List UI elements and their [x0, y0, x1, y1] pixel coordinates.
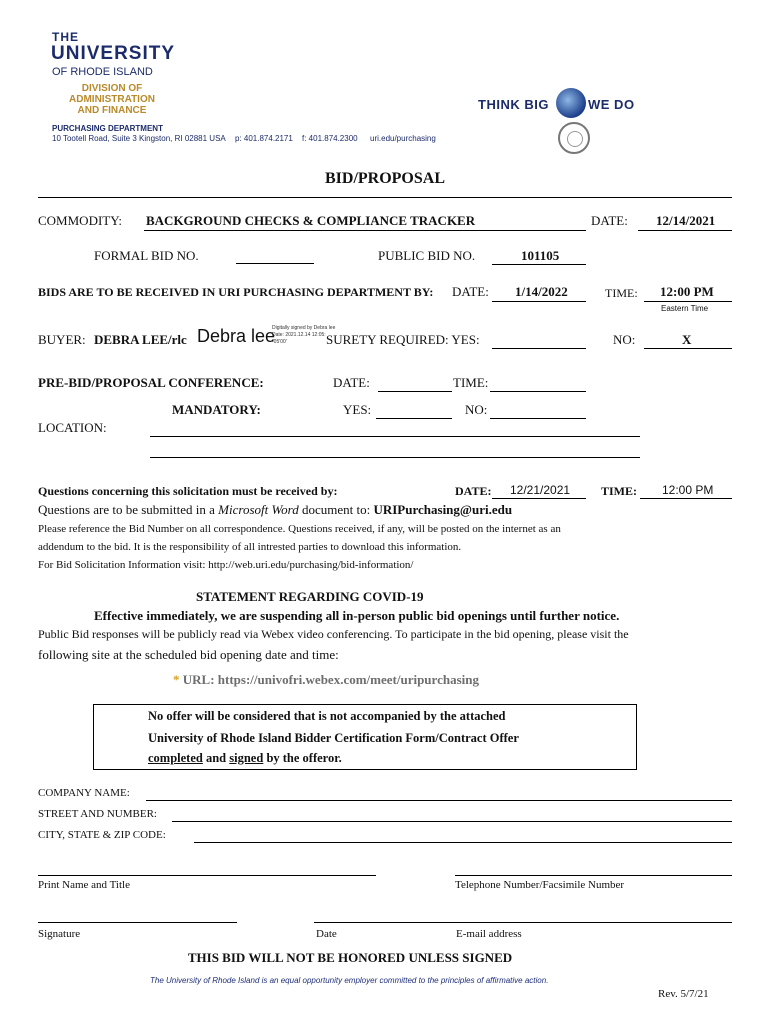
- header-phone: p: 401.874.2171: [235, 134, 293, 143]
- notice-end: by the offeror.: [263, 751, 342, 765]
- covid-paragraph-1: Public Bid responses will be publicly read via Webex video conferencing. To participate in the bid opening, please visit the: [38, 627, 629, 641]
- mandatory-no-field[interactable]: [490, 418, 586, 419]
- notice-signed: signed: [229, 751, 264, 765]
- questions-submit-text: Questions are to be submitted in a: [38, 502, 219, 517]
- questions-time-value: 12:00 PM: [662, 483, 714, 497]
- webex-url[interactable]: URL: https://univofri.webex.com/meet/uripurchasing: [182, 672, 479, 687]
- prebid-date-label: DATE:: [333, 375, 370, 390]
- bids-received-label: BIDS ARE TO BE RECEIVED IN URI PURCHASING DEPARTMENT BY:: [38, 285, 434, 299]
- header-address: 10 Tootell Road, Suite 3 Kingston, RI 02881 USA: [52, 134, 226, 143]
- bids-date-label: DATE:: [452, 284, 489, 299]
- date-value: 12/14/2021: [656, 213, 716, 228]
- time-value: 12:00 PM: [660, 284, 714, 299]
- revision-date: Rev. 5/7/21: [658, 988, 709, 1000]
- form-title: BID/PROPOSAL: [324, 170, 445, 187]
- company-name-field[interactable]: [146, 800, 732, 801]
- covid-paragraph-2: following site at the scheduled bid opening date and time:: [38, 647, 339, 662]
- formal-bid-label: FORMAL BID NO.: [94, 248, 199, 263]
- covid-title: STATEMENT REGARDING COVID-19: [196, 589, 424, 604]
- bids-date-underline: [492, 301, 586, 302]
- signature-label: Signature: [38, 928, 81, 940]
- webex-url-line[interactable]: [173, 672, 479, 688]
- url-star-icon: *: [173, 672, 183, 687]
- date-label-bottom: Date: [316, 928, 337, 940]
- prebid-label: PRE-BID/PROPOSAL CONFERENCE:: [38, 375, 264, 390]
- telephone-label: Telephone Number/Facsimile Number: [455, 879, 625, 891]
- city-state-zip-field[interactable]: [194, 842, 732, 843]
- location-label: LOCATION:: [38, 420, 107, 435]
- reference-line-1: Please reference the Bid Number on all correspondence. Questions received, if any, will be posted on the internet as an: [38, 523, 561, 535]
- public-bid-underline: [492, 264, 586, 265]
- location-field-2[interactable]: [150, 457, 640, 458]
- globe-icon: [556, 88, 586, 118]
- telephone-field[interactable]: [455, 875, 732, 876]
- surety-no-underline: [644, 348, 732, 349]
- questions-time-underline: [640, 498, 732, 499]
- signature-note-line1: Digitally signed by Debra lee: [272, 325, 336, 331]
- notice-completed: completed: [148, 751, 203, 765]
- mandatory-yes-field[interactable]: [376, 418, 452, 419]
- location-field-1[interactable]: [150, 436, 640, 437]
- street-field[interactable]: [172, 821, 732, 822]
- logo-the: THE: [52, 30, 79, 44]
- eastern-time-note: Eastern Time: [661, 304, 709, 313]
- notice-line-2: University of Rhode Island Bidder Certification Form/Contract Offer: [148, 731, 519, 745]
- slogan-left: THINK BIG: [478, 97, 549, 112]
- date-underline: [638, 230, 732, 231]
- commodity-label: COMMODITY:: [38, 213, 123, 228]
- logo-division-line1: DIVISION OF: [81, 83, 143, 94]
- bids-date-value: 1/14/2022: [515, 284, 568, 299]
- digital-signature: Debra lee: [197, 326, 276, 346]
- date-email-field[interactable]: [314, 922, 732, 923]
- buyer-label: BUYER:: [38, 332, 86, 347]
- signature-field[interactable]: [38, 922, 237, 923]
- notice-line-1: No offer will be considered that is not accompanied by the attached: [148, 709, 506, 723]
- commodity-underline: [144, 230, 586, 231]
- questions-date-underline: [492, 498, 586, 499]
- questions-time-label: TIME:: [601, 484, 637, 498]
- prebid-time-label: TIME:: [453, 375, 489, 390]
- notice-line-3: [148, 751, 342, 766]
- purchasing-email-link[interactable]: URIPurchasing@uri.edu: [373, 502, 513, 517]
- buyer-value: DEBRA LEE/rlc: [94, 332, 187, 347]
- print-name-field[interactable]: [38, 875, 376, 876]
- surety-label: SURETY REQUIRED: YES:: [326, 332, 480, 347]
- street-label: STREET AND NUMBER:: [38, 808, 157, 820]
- questions-submit-line: [38, 502, 512, 518]
- header-fax: f: 401.874.2300: [302, 134, 358, 143]
- time-label: TIME:: [605, 286, 638, 300]
- print-name-label: Print Name and Title: [38, 879, 130, 891]
- questions-submit-format: Microsoft Word: [218, 502, 299, 517]
- reference-line-2: addendum to the bid. It is the responsibility of all intrested parties to download this information.: [38, 541, 462, 553]
- company-name-label: COMPANY NAME:: [38, 787, 130, 799]
- signature-note-line3: -05'00': [272, 339, 287, 345]
- mandatory-label: MANDATORY:: [172, 402, 261, 417]
- signature-note-line2: Date: 2021.12.14 12:05:: [272, 332, 326, 338]
- email-label: E-mail address: [456, 928, 522, 940]
- surety-yes-field[interactable]: [492, 348, 586, 349]
- title-divider: [38, 197, 732, 198]
- prebid-date-field[interactable]: [378, 391, 452, 392]
- questions-date-label: DATE:: [455, 484, 492, 498]
- questions-label: Questions concerning this solicitation must be received by:: [38, 484, 338, 498]
- questions-submit-text2: document to:: [298, 502, 374, 517]
- questions-date-value: 12/21/2021: [510, 483, 571, 497]
- logo-university: UNIVERSITY: [51, 43, 176, 64]
- bid-info-link[interactable]: For Bid Solicitation Information visit: http://web.uri.edu/purchasing/bid-information/: [38, 559, 414, 571]
- purchasing-dept: PURCHASING DEPARTMENT: [52, 124, 163, 133]
- notice-and: and: [202, 751, 230, 765]
- covid-subtitle: Effective immediately, we are suspending all in-person public bid openings until further notice.: [94, 608, 620, 623]
- eeo-statement: The University of Rhode Island is an equal opportunity employer committed to the principles of affirmative action.: [150, 976, 549, 985]
- logo-division-line2: ADMINISTRATION: [69, 94, 155, 105]
- public-bid-label: PUBLIC BID NO.: [378, 248, 476, 263]
- seal-icon: [558, 122, 590, 154]
- date-label: DATE:: [591, 213, 628, 228]
- logo-rhode-island: OF RHODE ISLAND: [52, 66, 153, 78]
- formal-bid-field[interactable]: [236, 263, 314, 264]
- surety-no-label: NO:: [613, 332, 636, 347]
- mandatory-yes-label: YES:: [343, 402, 372, 417]
- honored-notice: THIS BID WILL NOT BE HONORED UNLESS SIGNED: [187, 950, 513, 965]
- mandatory-no-label: NO:: [465, 402, 488, 417]
- logo-division-line3: AND FINANCE: [77, 105, 147, 116]
- commodity-value: BACKGROUND CHECKS & COMPLIANCE TRACKER: [146, 213, 476, 228]
- header-web: uri.edu/purchasing: [370, 134, 436, 143]
- time-underline: [644, 301, 732, 302]
- slogan-right: WE DO: [588, 97, 635, 112]
- city-state-zip-label: CITY, STATE & ZIP CODE:: [38, 829, 166, 841]
- logo-division: [62, 83, 162, 116]
- public-bid-value: 101105: [521, 248, 560, 263]
- prebid-time-field[interactable]: [490, 391, 586, 392]
- surety-no-value: X: [682, 332, 692, 347]
